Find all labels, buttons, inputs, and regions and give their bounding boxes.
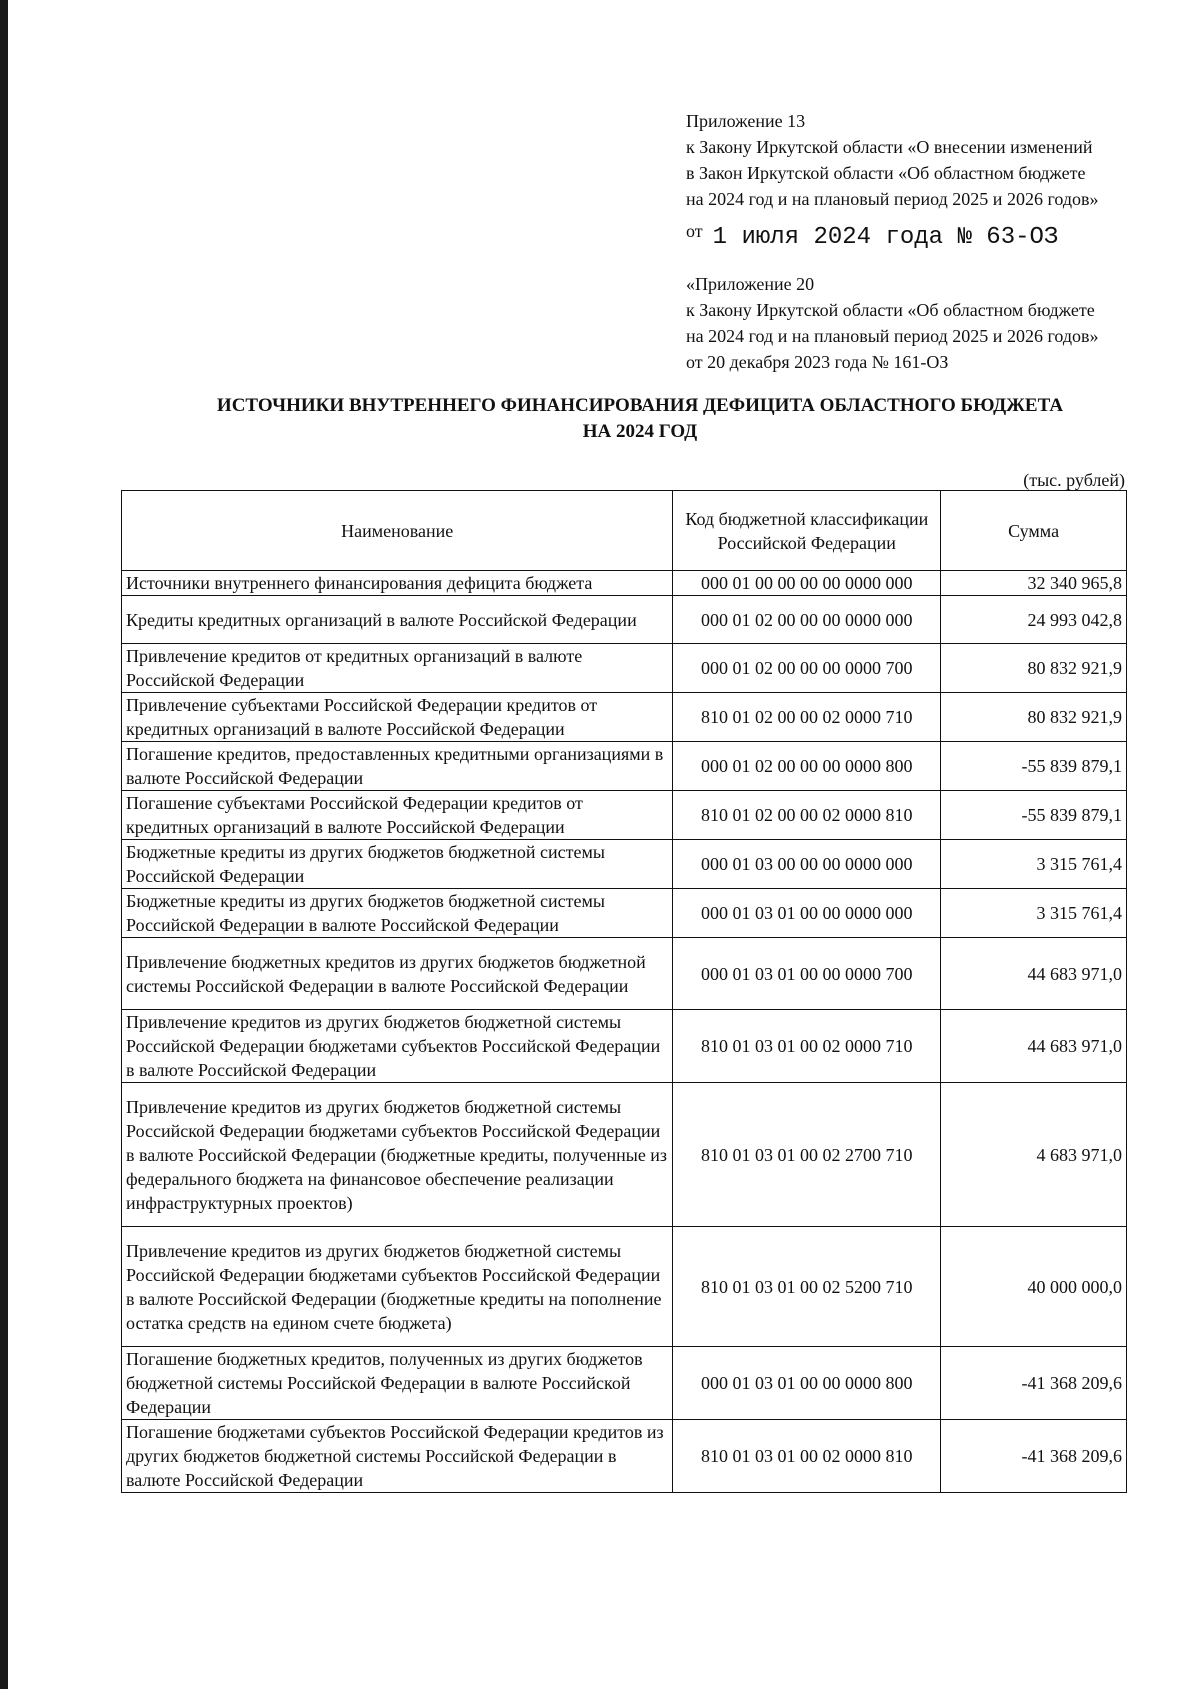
row-code: 810 01 03 01 00 02 5200 710	[673, 1227, 941, 1347]
scan-left-edge	[0, 0, 8, 1689]
amendment-ot: от	[686, 221, 703, 241]
row-code: 810 01 03 01 00 02 2700 710	[673, 1083, 941, 1227]
title-line-2: НА 2024 ГОД	[582, 421, 698, 442]
amendment-date: 1 июля 2024 года № 63-ОЗ	[712, 224, 1059, 251]
row-name: Кредиты кредитных организаций в валюте Российской Федерации	[122, 596, 673, 644]
header-line: к Закону Иркутской области «О внесении изменений	[686, 137, 1093, 157]
row-name: Бюджетные кредиты из других бюджетов бюджетной системы Российской Федерации	[122, 840, 673, 889]
row-sum: 80 832 921,9	[941, 693, 1127, 742]
header-name: Наименование	[122, 491, 673, 571]
row-name: Погашение бюджетных кредитов, полученных из других бюджетов бюджетной системы Российской Федерации в валюте Российской Федерации	[122, 1347, 673, 1420]
row-name: Погашение бюджетами субъектов Российской Федерации кредитов из других бюджетов бюджетной системы Российской Федерации в валюте Российской Федерации	[122, 1420, 673, 1493]
row-sum: 3 315 761,4	[941, 889, 1127, 938]
header-code: Код бюджетной классификации Российской Федерации	[673, 491, 941, 571]
table-row	[122, 571, 1127, 596]
row-name: Погашение субъектами Российской Федерации кредитов от кредитных организаций в валюте Российской Федерации	[122, 791, 673, 840]
row-sum: 40 000 000,0	[941, 1227, 1127, 1347]
row-name: Привлечение субъектами Российской Федерации кредитов от кредитных организаций в валюте Российской Федерации	[122, 693, 673, 742]
header-line: на 2024 год и на плановый период 2025 и 2026 годов»	[686, 326, 1099, 346]
header-line: на 2024 год и на плановый период 2025 и 2026 годов»	[686, 189, 1099, 209]
row-code: 000 01 02 00 00 00 0000 000	[673, 596, 941, 644]
header-line: «Приложение 20	[686, 274, 815, 294]
row-sum: 80 832 921,9	[941, 644, 1127, 693]
table-row	[122, 840, 1127, 889]
table-row	[122, 791, 1127, 840]
table-header-row	[122, 491, 1127, 571]
row-name: Привлечение кредитов из других бюджетов бюджетной системы Российской Федерации бюджетами субъектов Российской Федерации в валюте Российской Федерации (бюджетные кредиты на пополнение остатка средств на едином счете бюджета)	[122, 1227, 673, 1347]
table-row	[122, 596, 1127, 644]
row-code: 810 01 03 01 00 02 0000 810	[673, 1420, 941, 1493]
row-name: Погашение кредитов, предоставленных кредитными организациями в валюте Российской Федерации	[122, 742, 673, 791]
row-sum: 24 993 042,8	[941, 596, 1127, 644]
header-sum: Сумма	[941, 491, 1127, 571]
units-label: (тыс. рублей)	[1023, 470, 1125, 490]
row-code: 000 01 02 00 00 00 0000 800	[673, 742, 941, 791]
row-code: 810 01 02 00 00 02 0000 710	[673, 693, 941, 742]
table-row	[122, 1420, 1127, 1493]
row-sum: 3 315 761,4	[941, 840, 1127, 889]
budget-sources-table	[121, 490, 1127, 1493]
row-code: 810 01 03 01 00 02 0000 710	[673, 1010, 941, 1083]
row-code: 000 01 03 01 00 00 0000 700	[673, 938, 941, 1010]
header-line: от 20 декабря 2023 года № 161-ОЗ	[686, 352, 949, 372]
row-sum: -55 839 879,1	[941, 742, 1127, 791]
row-sum: 44 683 971,0	[941, 1010, 1127, 1083]
table-row	[122, 644, 1127, 693]
row-code: 000 01 03 01 00 00 0000 000	[673, 889, 941, 938]
table-row	[122, 889, 1127, 938]
amendment-date-line	[686, 214, 1156, 255]
row-name: Привлечение кредитов из других бюджетов бюджетной системы Российской Федерации бюджетами субъектов Российской Федерации в валюте Российской Федерации	[122, 1010, 673, 1083]
appendix-header	[686, 108, 1156, 375]
header-line: Приложение 13	[686, 111, 806, 131]
row-sum: 32 340 965,8	[941, 571, 1127, 596]
row-code: 810 01 02 00 00 02 0000 810	[673, 791, 941, 840]
row-sum: -41 368 209,6	[941, 1347, 1127, 1420]
table-row	[122, 1227, 1127, 1347]
table-row	[122, 742, 1127, 791]
table-row	[122, 1083, 1127, 1227]
table-row	[122, 1010, 1127, 1083]
table-row	[122, 938, 1127, 1010]
header-line: к Закону Иркутской области «Об областном бюджете	[686, 300, 1095, 320]
row-code: 000 01 02 00 00 00 0000 700	[673, 644, 941, 693]
header-line: в Закон Иркутской области «Об областном бюджете	[686, 163, 1086, 183]
title-line-1: ИСТОЧНИКИ ВНУТРЕННЕГО ФИНАНСИРОВАНИЯ ДЕФИЦИТА ОБЛАСТНОГО БЮДЖЕТА	[216, 395, 1064, 416]
row-sum: 44 683 971,0	[941, 938, 1127, 1010]
row-name: Источники внутреннего финансирования дефицита бюджета	[122, 571, 673, 596]
table-row	[122, 1347, 1127, 1420]
row-code: 000 01 03 01 00 00 0000 800	[673, 1347, 941, 1420]
table-row	[122, 693, 1127, 742]
row-sum: -55 839 879,1	[941, 791, 1127, 840]
row-name: Бюджетные кредиты из других бюджетов бюджетной системы Российской Федерации в валюте Российской Федерации	[122, 889, 673, 938]
row-sum: 4 683 971,0	[941, 1083, 1127, 1227]
row-name: Привлечение кредитов от кредитных организаций в валюте Российской Федерации	[122, 644, 673, 693]
row-name: Привлечение бюджетных кредитов из других бюджетов бюджетной системы Российской Федерации в валюте Российской Федерации	[122, 938, 673, 1010]
row-code: 000 01 00 00 00 00 0000 000	[673, 571, 941, 596]
row-code: 000 01 03 00 00 00 0000 000	[673, 840, 941, 889]
document-title	[120, 393, 1160, 445]
row-name: Привлечение кредитов из других бюджетов бюджетной системы Российской Федерации бюджетами субъектов Российской Федерации в валюте Российской Федерации (бюджетные кредиты, полученные из федерального бюджета на финансовое обеспечение реализации инфраструктурных проектов)	[122, 1083, 673, 1227]
row-sum: -41 368 209,6	[941, 1420, 1127, 1493]
